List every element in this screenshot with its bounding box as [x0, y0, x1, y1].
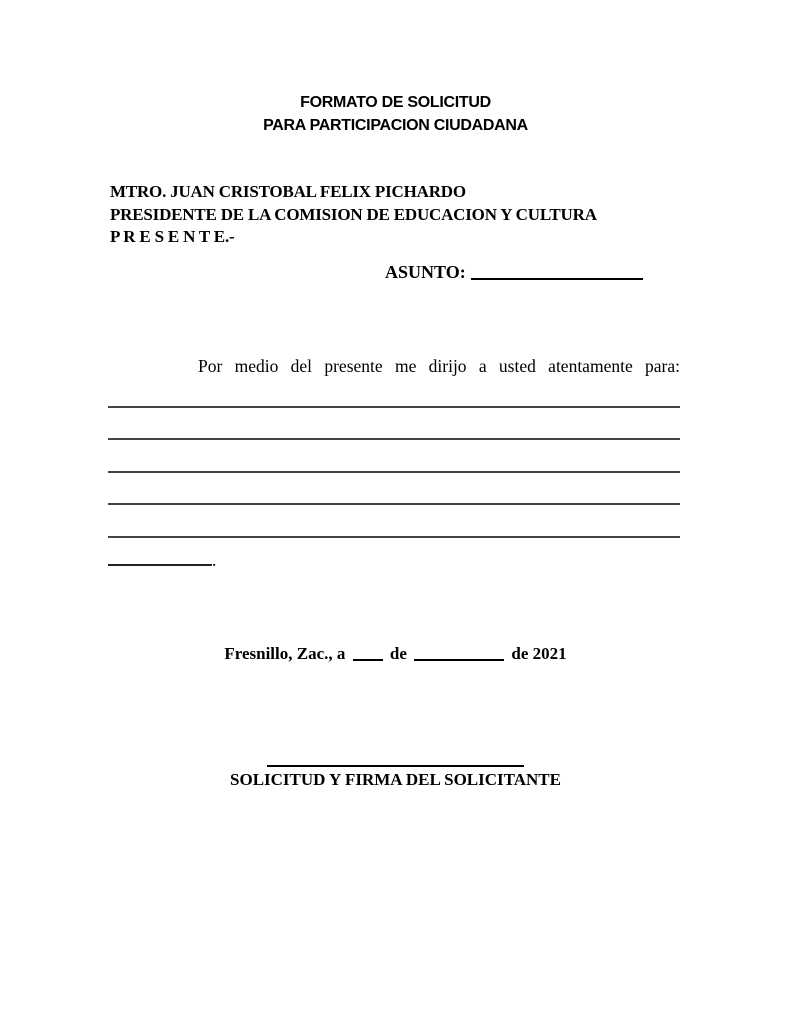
signature-line [267, 765, 524, 767]
trailing-period: . [212, 550, 217, 570]
body-intro: Por medio del presente me dirijo a usted atentamente para: [198, 356, 680, 376]
date-year: de 2021 [511, 644, 567, 663]
recipient-title: PRESIDENTE DE LA COMISION DE EDUCACION Y CULTURA [110, 204, 597, 224]
date-connector: de [389, 644, 407, 663]
writing-lines [108, 406, 680, 546]
short-writing-line-row [108, 550, 216, 571]
document-title [0, 91, 791, 137]
subject-row [385, 262, 643, 283]
date-place: Fresnillo, Zac., a [224, 644, 346, 663]
document-title-line2: PARA PARTICIPACION CIUDADANA [263, 117, 528, 134]
recipient-presente: P R E S E N T E.- [110, 227, 235, 246]
subject-blank-field [471, 265, 643, 280]
signature-label: SOLICITUD Y FIRMA DEL SOLICITANTE [230, 770, 561, 789]
recipient-block [110, 181, 597, 249]
date-day-blank [353, 646, 383, 661]
blank-writing-line [108, 536, 680, 538]
date-line [0, 644, 791, 664]
date-month-blank [414, 646, 504, 661]
document-title-line1: FORMATO DE SOLICITUD [300, 94, 491, 111]
signature-block [0, 765, 791, 790]
recipient-name: MTRO. JUAN CRISTOBAL FELIX PICHARDO [110, 182, 466, 201]
blank-writing-line [108, 471, 680, 473]
blank-writing-line [108, 406, 680, 408]
blank-writing-line [108, 438, 680, 440]
blank-writing-line [108, 503, 680, 505]
short-writing-line [108, 550, 212, 566]
subject-label: ASUNTO: [385, 262, 466, 282]
